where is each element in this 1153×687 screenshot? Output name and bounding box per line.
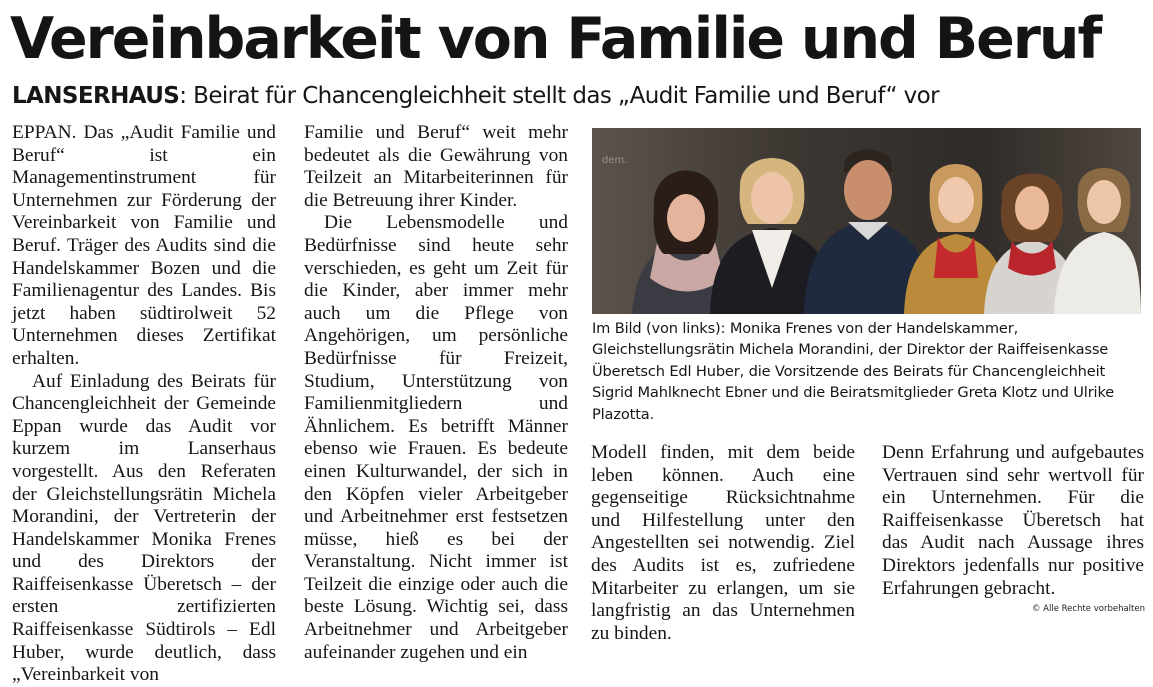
headline: Vereinbarkeit von Familie und Beruf: [10, 6, 1101, 72]
kicker: LANSERHAUS: [12, 83, 180, 109]
kicker-separator: :: [179, 83, 187, 109]
column-2: [304, 122, 568, 664]
subheadline-text: Beirat für Chancengleichheit stellt das „Audit Familie und Beruf“ vor: [186, 83, 939, 109]
copyright-notice: © Alle Rechte vorbehalten: [1031, 604, 1145, 614]
photo-caption: Im Bild (von links): Monika Frenes von der Handelskammer, Gleichstellungsrätin Michela Morandini, der Direktor der Raiffeisenkasse Überetsch Edl Huber, die Vorsitzende des Beirats für Chancengleichheit Sigrid Mahlknecht Ebner und die Beiratsmitglieder Greta Klotz und Ulrike Plazotta.: [592, 320, 1115, 423]
column-4: [882, 442, 1144, 600]
column-3: [591, 442, 855, 645]
paragraph: Familie und Beruf“ weit mehr bedeutet als die Gewährung von Teilzeit an Mitarbeiterinnen für die Betreuung ihrer Kinder.: [304, 122, 568, 211]
paragraph: EPPAN. Das „Audit Familie und Beruf“ ist ein Managementinstrument für Unternehmen zur Förderung der Vereinbarkeit von Familie und Beruf. Träger des Audits sind die Handelskammer Bozen und die Familienagentur des Landes. Bis jetzt haben südtirolweit 52 Unternehmen dieses Zertifikat erhalten.: [12, 122, 276, 369]
paragraph: Modell finden, mit dem beide leben können. Auch eine gegenseitige Rücksichtnahme und Hilfestellung unter den Angestellten sei notwendig. Ziel des Audits ist es, zufriedene Mitarbeiter zu erlangen, um sie langfristig an das Unternehmen zu binden.: [591, 442, 855, 644]
subheadline: [12, 79, 939, 113]
paragraph: Auf Einladung des Beirats für Chancengleichheit der Gemeinde Eppan wurde das Audit vor kurzem im Lanserhaus vorgestellt. Aus den Referaten der Gleichstellungsrätin Michela Morandini, der Vertreterin der Handelskammer Monika Frenes und des Direktors der Raiffeisenkasse Überetsch – der ersten zertifizierten Raiffeisenkasse Südtirols – Edl Huber, wurde deutlich, dass „Vereinbarkeit von: [12, 370, 276, 686]
paragraph: Die Lebensmodelle und Bedürfnisse sind heute sehr verschieden, es geht um Zeit für die Kinder, aber immer mehr auch um die Pflege von Angehörigen, um persönliche Bedürfnisse für Freizeit, Studium, Unterstützung von Familienmitgliedern und Ähnlichem. Es betrifft Männer ebenso wie Frauen. Es bedeute einen Kulturwandel, der sich in den Köpfen vieler Arbeitgeber und Arbeitnehmer erst festsetzen müsse, hieß es bei der Veranstaltung. Nicht immer ist Teilzeit die einzige oder auch die beste Lösung. Wichtig sei, dass Arbeitnehmer und Arbeitgeber aufeinander zugehen und ein: [304, 212, 568, 663]
column-1: [12, 122, 276, 687]
paragraph: Denn Erfahrung und aufgebautes Vertrauen sind sehr wertvoll für ein Unternehmen. Für die Raiffeisenkasse Überetsch hat das Audit nach Aussage ihres Direktors jedenfalls nur positive Erfahrungen gebracht.: [882, 442, 1144, 599]
group-photo: [592, 128, 1141, 314]
photo-wall-text: dem.: [602, 155, 628, 166]
